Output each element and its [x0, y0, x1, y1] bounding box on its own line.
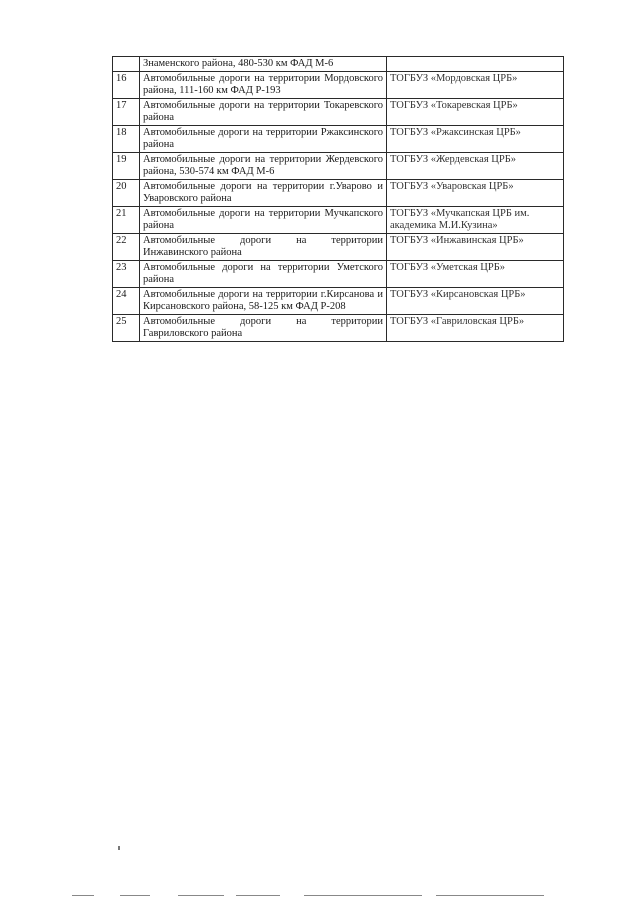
scan-mark	[118, 846, 120, 850]
table-row	[113, 99, 564, 126]
scan-edge-line	[236, 895, 280, 896]
row-number: 17	[113, 99, 140, 126]
table-row	[113, 180, 564, 207]
hospital-name: ТОГБУЗ «Уваровская ЦРБ»	[387, 180, 564, 207]
road-description: Автомобильные дороги на территории Жердевского района, 530-574 км ФАД М-6	[140, 153, 387, 180]
table-row	[113, 234, 564, 261]
table-row	[113, 315, 564, 342]
row-number: 16	[113, 72, 140, 99]
road-description: Автомобильные дороги на территории Токаревского района	[140, 99, 387, 126]
hospital-name: ТОГБУЗ «Жердевская ЦРБ»	[387, 153, 564, 180]
road-description: Автомобильные дороги на территории Гавриловского района	[140, 315, 387, 342]
row-number: 19	[113, 153, 140, 180]
hospital-name: ТОГБУЗ «Инжавинская ЦРБ»	[387, 234, 564, 261]
row-number: 23	[113, 261, 140, 288]
road-description: Автомобильные дороги на территории Уметского района	[140, 261, 387, 288]
row-number: 22	[113, 234, 140, 261]
road-description: Знаменского района, 480-530 км ФАД М-6	[140, 57, 387, 72]
road-description: Автомобильные дороги на территории Ржаксинского района	[140, 126, 387, 153]
roads-table	[112, 56, 564, 342]
table-row	[113, 57, 564, 72]
road-description: Автомобильные дороги на территории Мучкапского района	[140, 207, 387, 234]
hospital-name: ТОГБУЗ «Мордовская ЦРБ»	[387, 72, 564, 99]
row-number: 25	[113, 315, 140, 342]
row-number: 24	[113, 288, 140, 315]
hospital-name: ТОГБУЗ «Гавриловская ЦРБ»	[387, 315, 564, 342]
table-row	[113, 153, 564, 180]
road-description: Автомобильные дороги на территории г.Уварово и Уваровского района	[140, 180, 387, 207]
scan-edge-line	[436, 895, 544, 896]
road-description: Автомобильные дороги на территории Мордовского района, 111-160 км ФАД Р-193	[140, 72, 387, 99]
hospital-name: ТОГБУЗ «Кирсановская ЦРБ»	[387, 288, 564, 315]
scan-edge-line	[120, 895, 150, 896]
hospital-name: ТОГБУЗ «Мучкапская ЦРБ им. академика М.И.Кузина»	[387, 207, 564, 234]
table-row	[113, 72, 564, 99]
row-number: 21	[113, 207, 140, 234]
road-description: Автомобильные дороги на территории Инжавинского района	[140, 234, 387, 261]
row-number	[113, 57, 140, 72]
table-row	[113, 288, 564, 315]
hospital-name: ТОГБУЗ «Уметская ЦРБ»	[387, 261, 564, 288]
scan-edge-line	[178, 895, 224, 896]
table-row	[113, 261, 564, 288]
hospital-name: ТОГБУЗ «Токаревская ЦРБ»	[387, 99, 564, 126]
scan-edge-line	[304, 895, 422, 896]
hospital-name: ТОГБУЗ «Ржаксинская ЦРБ»	[387, 126, 564, 153]
row-number: 20	[113, 180, 140, 207]
road-description: Автомобильные дороги на территории г.Кирсанова и Кирсановского района, 58-125 км ФАД Р-208	[140, 288, 387, 315]
table-row	[113, 207, 564, 234]
table-row	[113, 126, 564, 153]
hospital-name	[387, 57, 564, 72]
scan-edge-line	[72, 895, 94, 896]
row-number: 18	[113, 126, 140, 153]
